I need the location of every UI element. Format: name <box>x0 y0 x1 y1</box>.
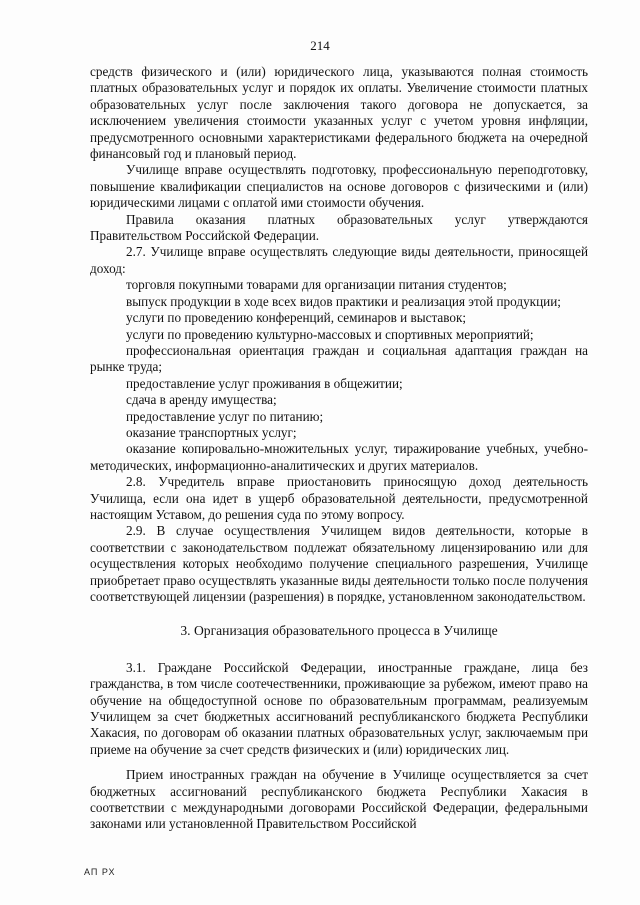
list-item: услуги по проведению культурно-массовых и спортивных мероприятий; <box>126 326 534 342</box>
footer-mark: АП РХ <box>84 867 116 877</box>
list-item: услуги по проведению конференций, семинаров и выставок; <box>126 310 467 326</box>
paragraph-2-7: 2.7. Училище вправе осуществлять следующие виды деятельности, приносящей доход: <box>90 244 588 276</box>
list-item: предоставление услуг по питанию; <box>126 408 324 424</box>
income-activities-list <box>90 277 588 474</box>
paragraph-foreign-citizens: Прием иностранных граждан на обучение в Училище осуществляется за счет бюджетных ассигнований республиканского бюджета Республики Хакасия в соответствии с международными договорами Российской Федерации, федеральными законами или установленной Правительством Российской <box>90 767 588 832</box>
list-item: профессиональная ориентация граждан и социальная адаптация граждан на рынке труда; <box>90 342 588 375</box>
list-item: предоставление услуг проживания в общежитии; <box>126 375 403 391</box>
list-item: выпуск продукции в ходе всех видов практики и реализация этой продукции; <box>126 293 561 309</box>
list-item: оказание копировально-множительных услуг, тиражирование учебных, учебно-методических, информационно-аналитических и других материалов. <box>90 441 588 473</box>
paragraph-rules: Правила оказания платных образовательных услуг утверждаются Правительством Российской Федерации. <box>90 211 588 244</box>
list-item: сдача в аренду имущества; <box>126 392 277 408</box>
list-item: оказание транспортных услуг; <box>126 424 297 440</box>
paragraph-3-1: 3.1. Граждане Российской Федерации, иностранные граждане, лица без гражданства, в том числе соотечественники, проживающие за рубежом, имеют право на обучение на общедоступной основе по образовательным программам, реализуемым Училищем за счет бюджетных ассигнований республиканского бюджета Республики Хакасия, по договорам об оказании платных образовательных услуг, заключаемым при приеме на обучение за счет средств физических и (или) юридических лиц. <box>90 659 588 757</box>
document-body <box>90 64 588 833</box>
paragraph-training: Училище вправе осуществлять подготовку, профессиональную переподготовку, повышение квалификации специалистов на основе договоров с физическими и (или) юридическими лицами с оплатой ими стоимости обучения. <box>90 162 588 211</box>
paragraph-2-8: 2.8. Учредитель вправе приостановить приносящую доход деятельность Училища, если она идет в ущерб образовательной деятельности, предусмотренной настоящим Уставом, до решения суда по этому вопросу. <box>90 474 588 522</box>
paragraph-continuation: средств физического и (или) юридического лица, указываются полная стоимость платных образовательных услуг и порядок их оплаты. Увеличение стоимости платных образовательных услуг после заключения такого договора не допускается, за исключением увеличения стоимости указанных услуг с учетом уровня инфляции, предусмотренного основными характеристиками федерального бюджета на очередной финансовый год и плановый период. <box>90 64 588 162</box>
paragraph-2-9: 2.9. В случае осуществления Училищем видов деятельности, которые в соответствии с законодательством подлежат обязательному лицензированию или для осуществления которых необходимо получение специального разрешения, Училище приобретает право осуществлять указанные виды деятельности только после получения соответствующей лицензии (разрешения) в порядке, установленном законодательством. <box>90 523 588 604</box>
page-number: 214 <box>310 38 330 53</box>
list-item: торговля покупными товарами для организации питания студентов; <box>126 277 507 293</box>
section-heading: 3. Организация образовательного процесса в Училище <box>180 623 498 639</box>
